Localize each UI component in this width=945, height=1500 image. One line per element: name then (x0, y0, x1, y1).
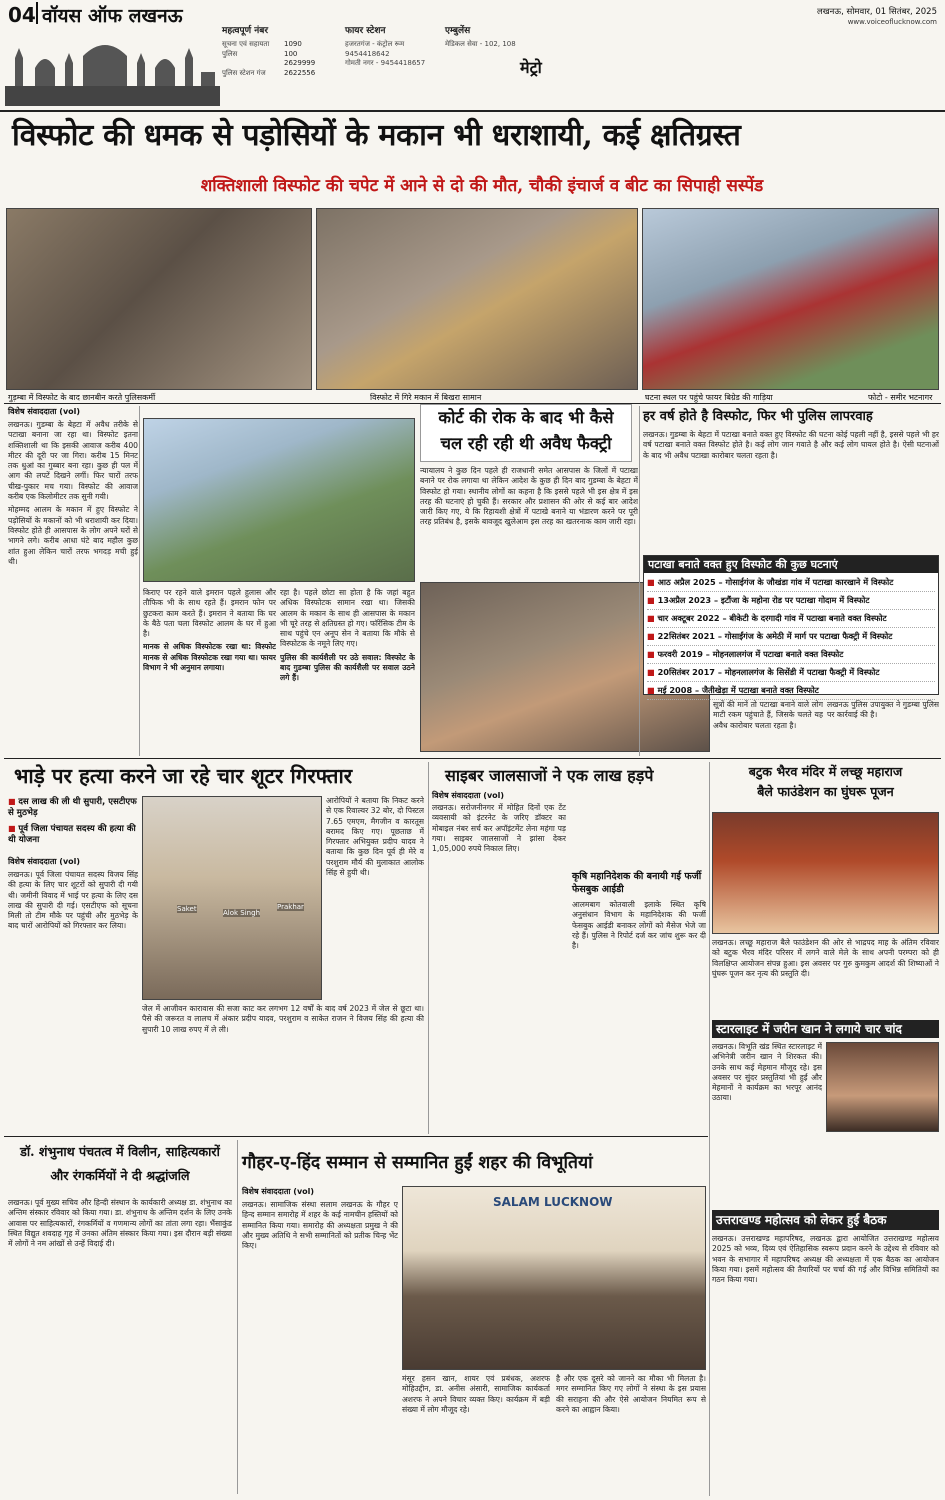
photo-police-investigation (6, 208, 312, 390)
important-numbers-box (222, 26, 304, 36)
number-value: 1090 (284, 40, 302, 48)
number-label: पुलिस स्टेशन गंज (222, 68, 266, 77)
uttarakhand-headline: उत्तराखण्ड महोत्सव को लेकर हुई बैठक (712, 1210, 939, 1230)
incidents-title: पटाखा बनाते वक्त हुए विस्फोट की कुछ घटनाएं (644, 556, 938, 573)
obituary-headline-1: डॉ. शंभुनाथ पंचतत्व में विलीन, साहित्यकारों (20, 1144, 220, 1159)
number-label: पुलिस (222, 49, 238, 58)
incident-text: 22सितंबर 2021 – गोसाईंगंज के अमेठी में मार्ग पर पटाखा फैक्ट्री में विस्फोट (657, 631, 893, 641)
photo-fire-brigade (642, 208, 939, 390)
incident-item (647, 574, 935, 592)
lead-paragraph: लखनऊ। गुडम्बा के बेहटा में अवैध तरीके से पटाखा बनाना जा रहा था। विस्फोट इतना शक्तिशाली था कि इसकी आवाज करीब 400 मीटर की दूरी पर जा गिरा। करीब 15 मिनट तक धुआं का गुब्बार बना रहा। कुछ ही पल में आग की लपटें दिखने लगीं। फिर चारों तरफ चीख-पुकार मच गया। विस्फोट की आवाज करीब एक किलोमीटर तक सुनी गयी। (8, 420, 138, 502)
court-headline-1: कोर्ट की रोक के बाद भी कैसे (438, 408, 614, 427)
gauhar-body: लखनऊ। सामाजिक संस्था सलाम लखनऊ के गौहर ए हिन्द सम्मान समारोह में शहर के कई नामचीन हस्तियों को सम्मानित किया गया। समारोह की अध्यक्षता प्रमुख ने की और मुख्य अतिथि ने सभी सम्मानितों को प्रतीक चिन्ह भेंट किए। (242, 1200, 398, 1251)
starlight-headline: स्टारलाइट में जरीन खान ने लगाये चार चांद (712, 1020, 939, 1038)
column-divider (639, 406, 640, 756)
column-divider (428, 762, 429, 1134)
fire-label: गोमती नगर - (345, 59, 379, 68)
page-number: 04 (8, 3, 36, 27)
incident-text: 20सितंबर 2017 – मोहनलालगंज के सिसेंडी में पटाखा फैक्ट्री में विस्फोट (657, 667, 880, 677)
masthead (0, 0, 945, 112)
photo-crowd-site (143, 418, 415, 582)
photo-arrested-shooters (142, 796, 322, 1000)
number-label: सूचना एवं सहायता (222, 40, 270, 48)
column-divider (709, 762, 710, 1496)
bullet-icon: ■ (647, 613, 658, 623)
bullet-icon: ■ (647, 577, 658, 587)
shooters-bullets (8, 796, 138, 846)
court-body-2: सूत्रों की मानें तो पटाखा बनाने वाले लोग माटी रकम पहुंचाते हैं, जिसके चलते यह अवैध कारोबार चलता रहता है। (713, 700, 823, 730)
cyber-byline: विशेष संवाददाता (vol) (432, 791, 505, 800)
ambulance-value: 102, 108 (484, 40, 516, 48)
bhairav-body: लखनऊ। लच्छू महाराज बैले फाउंडेशन की ओर से भाद्रपद माह के अंतिम रविवार को बटुक भैरव मंदिर परिसर में लगने वाले मेले के साथ अपनी परम्परा को ही विलक्षिप्त आयोजन संपन्न हुआ। इस अवसर पर गुरु कुमकुम आदर्श की शिष्याओं ने घुंघरू पूजन कर नृत्य की प्रस्तुति दी। (712, 938, 939, 978)
photo-collapsed-house (316, 208, 638, 390)
incidents-list (644, 573, 938, 701)
fire-label: हजरतगंज - कंट्रोल रूम (345, 40, 405, 48)
incident-item (647, 646, 935, 664)
shooters-bullet: ■ पूर्व जिला पंचायत सदस्य की हत्या की थी योजना (8, 823, 138, 846)
shooters-headline: भाड़े पर हत्या करने जा रहे चार शूटर गिरफ्तार (14, 764, 353, 788)
cyber-subhead: कृषि महानिदेशक की बनायी गई फर्जी फेसबुक आईडी (572, 871, 702, 895)
section-rule-3 (4, 1136, 708, 1137)
lead-paragraph: पुलिस की कार्यशैली पर उठे सवाल: विस्फोट के बाद गुडम्बा पुलिस की कार्यशैली पर सवाल उठने लगे हैं। (280, 652, 415, 683)
obituary-headline-2: और रंगकर्मियों ने दी श्रद्धांजलि (50, 1168, 190, 1183)
number-value: 2629999 (284, 59, 316, 68)
yearly-headline: हर वर्ष होते है विस्फोट, फिर भी पुलिस लापरवाह (643, 409, 873, 424)
ambulance-title: एम्बुलेंस (445, 26, 471, 36)
ambulance-box (445, 26, 535, 50)
lead-subhead: शक्तिशाली विस्फोट की चपेट में आने से दो की मौत, चौकी इंचार्ज व बीट का सिपाही सस्पेंड (200, 176, 764, 196)
incident-text: आठ अप्रैल 2025 – गोसाईगंज के जौखंडा गांव में पटाखा कारखाने में विस्फोट (657, 577, 894, 587)
lead-paragraph: किराए पर रहने वाले इमरान पहले हुलास और तौफिक भी के साथ रहते हैं। इमरान फोन पर छुटकरा काम करते हैं। इमरान ने बताया कि घर के बैठे पता चला विस्फोट आलम के घर में हुआ है। (143, 588, 276, 639)
shooters-byline: विशेष संवाददाता (vol) (8, 857, 81, 866)
gauhar-byline: विशेष संवाददाता (vol) (242, 1187, 315, 1196)
shooters-body: लखनऊ। पूर्व जिला पंचायत सदस्य विजय सिंह की हत्या के लिए चार शूटरों को सुपारी दी गयी थी। जमीनी विवाद में भाई पर हत्या के लिए दस लाख की सुपारी दी गई। एसटीएफ को सूचना मिली तो टीम मौके पर पहुंची और मुठभेड़ के बाद चारों आरोपियों को गिरफ्तार कर लिया। (8, 870, 138, 931)
caption-1: गुड़म्बा में विस्फोट के बाद छानबीन करते पुलिसकर्मी (8, 393, 156, 402)
caption-4: फोटो - समीर भटनागर (868, 393, 933, 402)
court-body-3: लखनऊ पुलिस उपायुक्त ने गुडम्बा पुलिस पर कार्रवाई की है। (827, 700, 939, 720)
fire-value: 9454418657 (380, 59, 426, 68)
uttarakhand-body: लखनऊ। उत्तराखण्ड महापरिषद, लखनऊ द्वारा आयोजित उत्तराखण्ड महोत्सव 2025 को भव्य, दिव्य एवं ऐतिहासिक स्वरूप प्रदान करने के उद्देश्य से रविवार को भवन के सभागार में महापरिषद अध्यक्ष की अध्यक्षता में एक बैठक का आयोजन किया गया। इसमें महोत्सव की तैयारियों पर चर्चा की गई और विभिन्न समितियों का गठन किया गया। (712, 1234, 939, 1285)
bullet-icon: ■ (647, 667, 658, 677)
lead-paragraph: रहा है। पहले छोटा सा होता है कि जहां बहुत अधिक विस्फोटक सामान रखा था। जिसकी आलम के मकान के साथ ही आसपास के मकान भी चूरे तरह से क्षतिग्रस्त हो गए। फॉरेंसिक टीम के साथ पहुंचे एन अनूप सेन ने बताया कि मौके से विस्फोटक के नमूने लिए गए। (280, 588, 415, 649)
lead-body-col1 (8, 420, 138, 800)
photo-award-ceremony (402, 1186, 706, 1370)
caption-3: घटना स्थल पर पहुंचे फायर बिग्रेड की गाड़िया (645, 393, 773, 402)
obituary-headline-box (8, 1140, 232, 1194)
bhairav-headline-1: बटुक भैरव मंदिर में लच्छू महाराज (748, 764, 903, 779)
photo-zareen-khan (826, 1042, 939, 1132)
important-numbers-values (284, 40, 334, 78)
incident-item (647, 628, 935, 646)
bhairav-headline-2: बैले फाउंडेशन का घुंघरू पूजन (757, 784, 894, 799)
caption-2: विस्फोट में गिरे मकान में बिखरा सामान (370, 393, 482, 402)
lucknow-skyline-logo (5, 28, 220, 106)
gauhar-body-2: मंसूर हसन खान, शायर एवं प्रबंधक, अशरफ मोहिउद्दीन, डा. अनीस अंसारी, सामाजिक कार्यकर्ता अशरफ ने अपने विचार व्यक्त किए। कार्यक्रम में बड़ी संख्या में लोग मौजूद रहे। (402, 1374, 550, 1414)
number-value: 100 (284, 49, 298, 58)
gauhar-body-3: है और एक दूसरे को जानने का मौका भी मिलता है। मगर सम्मानित किए गए लोगों ने संस्था के इस प्रयास की सराहना की और ऐसे आयोजन नियमित रूप से करने का आह्वान किया। (556, 1374, 706, 1414)
incident-text: मई 2008 – जैतीखेड़ा में पटाखा बनाते वक्त विस्फोट (657, 685, 819, 695)
court-body: न्यायालय ने कुछ दिन पहले ही राजधानी समेत आसपास के जिलों में पटाखा बनाने पर रोक लगाया था लेकिन आदेश के कुछ ही दिन बाद गुडम्बा के बेहटा में विस्फोट हो गया। स्थानीय लोगों का कहना है कि इससे पहले भी इस क्षेत्र में इस तरह की घटनाएं हो चुकी हैं। सरकार और प्रशासन की ओर से कई बार आदेश जारी किए गए, ये कि रिहायशी क्षेत्रों में पटाखे बनाने या भंडारण करने पर पूरी तरह प्रतिबंध है, इसके बावजूद खुलेआम इस तरह का खतरनाक काम जारी रहा। (420, 466, 638, 527)
lead-paragraph: मोहम्मद आलम के मकान में हुए विस्फोट ने पड़ोसियों के मकानों को भी धराशायी कर दिया। विस्फोट होते ही आसपास के लोग अपने घरों से भागने लगे। करीब आधा घंटे बाद महौल कुछ शांत हुआ लेकिन चारों तरफ भगदड़ मची हुई थी। (8, 505, 138, 566)
ambulance-label: मेडिकल सेवा - (445, 40, 483, 48)
obituary-body: लखनऊ। पूर्व मुख्य सचिव और हिन्दी संस्थान के कार्यकारी अध्यक्ष डा. शंभुनाथ का अन्तिम संस्कार रविवार को किया गया। डा. शंभुनाथ के अन्तिम दर्शन के लिए उनके आवास पर साहित्यकारों, रंगकर्मियों व गणमान्य लोगों का तांता लगा रहा। भैंसाकुंड स्थित विद्युत शवदाह गृह में उनका अंतिम संस्कार किया गया। इस दौरान बड़ी संख्या में लोगों ने नम आंखों से उन्हें विदाई दी। (8, 1198, 232, 1249)
dateline: लखनऊ, सोमवार, 01 सितंबर, 2025 (816, 7, 937, 17)
bullet-icon: ■ (647, 649, 658, 659)
cyber-body: लखनऊ। सरोजनीनगर में मोहित दिनों एक टेंट व्यवसायी को इंटरनेट के जरिए डॉक्टर का मोबाइल नंबर सर्च कर अपॉइंटमेंट लेना महंगा पड़ गया। साइबर जालसाजों ने झांसा देकर 1,05,000 रुपये निकाल लिए। (432, 803, 566, 854)
fire-value: 9454418642 (345, 49, 390, 58)
shooters-bullet: ■ दस लाख की ली थी सुपारी, एसटीएफ से मुठभेड़ (8, 796, 138, 819)
lead-headline: विस्फोट की धमक से पड़ोसियों के मकान भी धराशायी, कई क्षतिग्रस्त (12, 118, 741, 153)
masthead-rule (0, 110, 945, 112)
bullet-icon: ■ (647, 685, 658, 695)
incident-text: फरवरी 2019 – मोहनलालगंज में पटाखा बनाते वक्त विस्फोट (657, 649, 844, 659)
incident-item (647, 682, 935, 700)
lead-byline: विशेष संवाददाता (vol) (8, 407, 81, 416)
court-headline-2: चल रही रही थी अवैध फैक्ट्री (440, 434, 612, 453)
bullet-icon: ■ (647, 631, 658, 641)
lead-paragraph: मानक से अधिक विस्फोटक रखा था: विस्फोट मानक से अधिक विस्फोटक रखा गया था। फायर विभाग ने भी अनुमान लगाया। (143, 642, 276, 673)
title-divider (36, 2, 38, 24)
column-divider (237, 1140, 238, 1494)
court-headline-box (420, 404, 632, 462)
incident-item (647, 592, 935, 610)
fire-station-box (345, 26, 440, 69)
paper-name: वॉयस ऑफ लखनऊ (42, 5, 183, 27)
section-rule-2 (4, 758, 941, 759)
incident-item (647, 610, 935, 628)
cyber-headline: साइबर जालसाजों ने एक लाख हड़पे (445, 766, 654, 785)
bullet-icon: ■ (647, 595, 658, 605)
photo-ghunghroo-pujan (712, 812, 939, 934)
incidents-box (643, 555, 939, 695)
bhairav-headline-box (712, 762, 939, 814)
shooters-body-2: आरोपियों ने बताया कि निकट करने से एक रिवाल्वर 32 बोर, दो पिस्टल 7.65 एमएम, मैगजीन व कारतूस बरामद किए गए। पूछताछ में गिरफ्तार अभियुक्त प्रदीप यादव ने बताया कि कुछ दिन पूर्व ही मेरे व परशुराम मौर्य की मुलाकात आलोक सिंह से हुयी थी। (326, 796, 424, 878)
yearly-body: लखनऊ। गुडम्बा के बेहटा में पटाखा बनाते वक्त हुए विस्फोट की घटना कोई पहली नहीं है, इससे पहले भी हर वर्ष पटाखा बनाते वक्त विस्फोट होते है। कई लोग जान गवाते है और कई लोग घायल होते है। ऐसी घटनाओं के बाद भी अवैध पटाखा कारोबार चलता रहता है। (643, 430, 939, 460)
gauhar-headline: गौहर-ए-हिंद सम्मान से सम्मानित हुईं शहर की विभूतियां (242, 1153, 593, 1173)
starlight-body: लखनऊ। विभूति खंड स्थित स्टारलाइट में अभिनेत्री जरीन खान ने शिरकत की। उनके साथ कई मेहमान मौजूद रहे। इस अवसर पर सुंदर प्रस्तुतियां भी हुईं और मेहमानों ने कार्यक्रम का भरपूर आनंद उठाया। (712, 1042, 822, 1103)
shooters-body-3: जेल में आजीवन कारावास की सजा काट कर लगभग 12 वर्षों के बाद वर्ष 2023 में जेल से छूटा था। पैसे की जरूरत व लालच में अंकार प्रदीप यादव, परशुराम व साकेत राजन ने विजय सिंह की हत्या की सुपारी 10 लाख रुपए में ले ली। (142, 1004, 424, 1034)
incident-text: चार अक्टूबर 2022 – बीकेटी के दरगादी गांव में पटाखा बनाते वक्त विस्फोट (657, 613, 887, 623)
fire-station-title: फायर स्टेशन (345, 26, 386, 36)
section-label: मेट्रो (520, 58, 542, 77)
shooter-label: Prakhar (277, 903, 304, 911)
shooter-label: Alok Singh (223, 909, 260, 917)
incident-item (647, 664, 935, 682)
banner-text: SALAM LUCKNOW (493, 1195, 613, 1209)
website: www.voiceoflucknow.com (847, 18, 937, 26)
column-divider (139, 406, 140, 756)
number-value: 2622556 (284, 68, 316, 77)
important-numbers-title: महत्वपूर्ण नंबर (222, 26, 269, 36)
cyber-body-2: आलमबाग कोतवाली इलाके स्थित कृषि अनुसंधान विभाग के महानिदेशक की फर्जी फेसबुक आईडी बनाकर लोगों को मैसेज भेजे जा रहे हैं। पुलिस ने रिपोर्ट दर्ज कर जांच शुरू कर दी है। (572, 900, 706, 951)
shooter-label: Saket (177, 905, 197, 913)
incident-text: 13अप्रैल 2023 – इटौंजा के महोना रोड पर पटाखा गोदाम में विस्फोट (657, 595, 870, 605)
